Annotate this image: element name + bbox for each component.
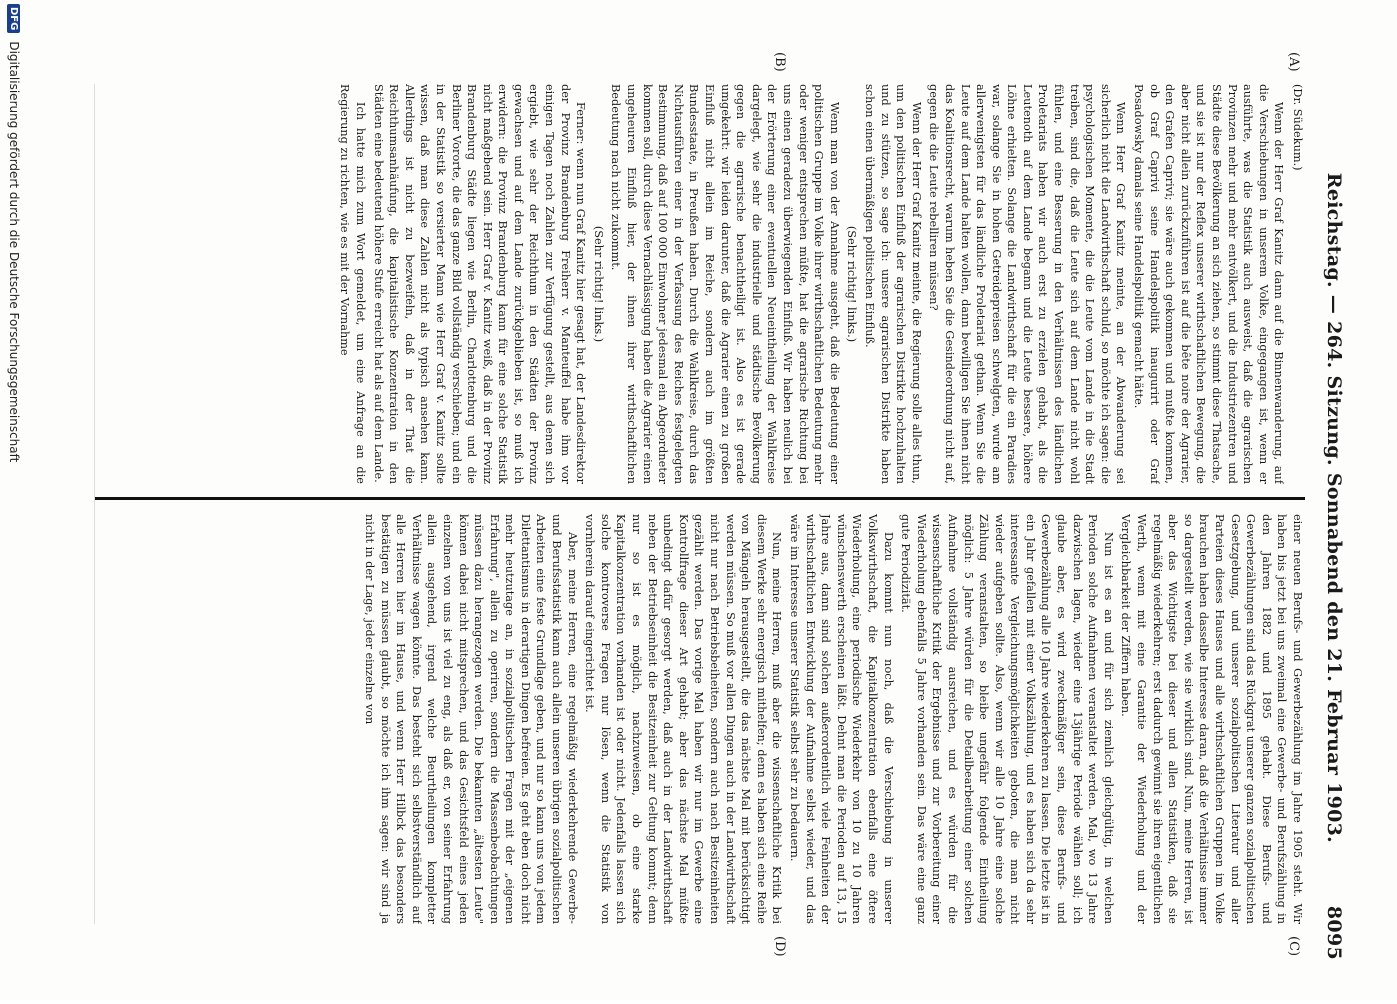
margin-mark-a: (A) [1286, 52, 1301, 72]
digitization-credit [3, 0, 25, 1004]
paragraph: Wenn man von der Annahme ausgeht, daß die Bedeutung einer politischen Gruppe im Volke ihrer wirthschaftlichen Bedeutung mehr oder weniger entsprechen müßte, hat die agrarische Richtung bei uns einen geradezu überwiegenden Einfluß. Wir haben neulich bei der Erörterung einer eventuellen Neueintheilung der Wahlkreise dargelegt, wie sehr die industrielle und städtische Bevölkerung gegen die agrarische benachtheiligt ist. Also es ist gerade umgekehrt: wir leiden darunter, daß die Agrarier einen zu großen Einfluß nicht allein im Reiche, sondern auch im größten Bundesstaate, in Preußen haben. Durch die Wahlkreise, durch das Nichtausführen einer in der Verfassung des Reiches festgelegten Bestimmung, daß auf 100 000 Einwohner jedesmal ein Abgeordneter kommen soll, durch diese Vernachlässigung haben die Agrarier einen ungeheuren Einfluß hier, der ihnen ihrer wirthschaftlichen Bedeutung nach nicht zukommt. [609, 84, 841, 484]
paragraph: einer neuen Berufs- und Gewerbezählung im Jahre 1905 steht. Wir haben bis jetzt bei uns zweimal eine Gewerbe- und Berufszählung in den Jahren 1882 und 1895 gehabt. Diese Berufs- und Gewerbezählungen sind das Rückgrat unserer ganzen sozialpolitischen Gesetzgebung, und unserer sozialpolitischen Literatur und aller Parteien dieses Hauses und alle wirthschaftlichen Gruppen im Volke brauchen haben dasselbe Interesse daran, daß die Verhältnisse immer so dargestellt werden, wie sie wirklich sind. Nun, meine Herren, ist aber das Wichtigste bei dieser und allen Statistiken, daß sie regelmäßig wiederkehren; erst dadurch gewinnt sie ihren eigentlichen Werth, wenn mit eine Garantie der Wiederholung und der Vergleichbarkeit der Ziffern haben. [1119, 514, 1304, 924]
dfg-logo: DFG [8, 4, 21, 33]
page-title: Reichstag. — 264. Sitzung. Sonnabend den 21. Februar 1903. [1323, 172, 1345, 844]
paragraph: Dazu kommt nun noch, daß die Verschiebung in unserer Volkswirthschaft, die Kapitalkonzentration ebenfalls eine öftere Wiederholung, eine periodische Wiederkehr von 10 zu 10 Jahren wünschenswerth erscheinen läßt. Dehnt man die Perioden auf 13, 15 Jahre aus, dann sind solchen außerordentlich viele Feinheiten der wirthschaftlichen Entwicklung der Aufnahme selbst wieder, und das wäre im Interesse unserer Statistik selbst sehr zu bedauern. [788, 514, 895, 924]
paragraph: Nun ist es an und für sich ziemlich gleichgültig, in welchen Perioden solche Aufnahmen veranstaltet werden. Mal, wo 13 Jahre dazwischen lagen, wieder eine 13jährige Periode wählen soll; ich glaube aber, es wird zweckmäßiger sein, diese Berufs- und Gewerbezählung alle 10 Jahre wiederkehren zu lassen. Die letzte ist in ein Jahr gefallen mit einer Volkszählung, und es haben sich da sehr interessante Vergleichungsmöglichkeiten geboten, die man nicht wieder aufgeben sollte. Also, wenn wir alle 10 Jahre eine solche Zählung veranstalten, so bleibe ungefähr folgende Eintheilung möglich: 5 Jahre würden für die Detailbearbeitung einer solchen Aufnahme vollständig ausreichen, und es würden für die wissenschaftliche Kritik der Ergebnisse und zur Vorbereitung einer Wiederholung ebenfalls 5 Jahre vorhanden sein. Das wäre eine ganz gute Periodizität. [899, 514, 1115, 924]
margin-mark-b: (B) [772, 52, 787, 72]
interjection: (Sehr richtig! links.) [591, 225, 605, 343]
interjection: (Sehr richtig! links.) [845, 225, 859, 343]
page-header [1315, 50, 1345, 960]
paragraph: Aber, meine Herren, eine regelmäßig wiederkehrende Gewerbe- und Berufsstatistik kann auch allein unseren übrigen sozialpolitischen Arbeiten eine feste Grundlage geben, und nur so kann uns von jedem Dilettantismus in derartigen Dingen befreien. Es geht eben doch nicht mehr heutzutage an, in sozialpolitischen Fragen mit der „eigenen Erfahrung", allein zu operiren, sondern die Massenbeobachtungen müssen dazu herangezogen werden. Die bekannten „ältesten Leute" können dabei nicht mitsprechen, und das Gesichtsfeld eines jeden einzelnen von uns ist viel zu eng, als daß er, von seiner Erfahrung allein ausgehend, irgend welche Beurtheilungen kompletter Verhältnisse wagen könnte. Das besteht sich selbstverständlich auf alle Herren hier im Hause, und wenn Herr Hilbck das besonders bestätigen zu müssen glaubt, so möchte ich ihm sagen: wir sind ja nicht in der Lage, jeder einzelne von [362, 514, 579, 924]
margin-mark-c: (C) [1286, 936, 1301, 957]
paragraph: Ferner: wenn nun Graf Kanitz hier gesagt hat, der Landesdirektor der Provinz Brandenburg Freiherr v. Manteuffel habe ihm vor einigen Tagen noch Zahlen zur Verfügung gestellt, aus denen sich ergiebt, wie sehr der Reichthum in den Städten der Provinz gewachsen und auf dem Lande zurückgeblieben ist, so muß ich erwidern: die Provinz Brandenburg kann für eine solche Statistik nicht maßgebend sein. Herr Graf v. Kanitz weiß, daß in der Provinz Brandenburg Städte liegen wie Berlin, Charlottenburg und die Berliner Vororte, die das ganze Bild vollständig verschieben; und ein in der Statistik so versierter Mann wie Herr Graf v. Kanitz sollte wissen, daß man diese Zahlen nicht als typisch ansehen kann. Allerdings ist nicht zu bezweifeln, daß in der That die Reichthumsanhäufung, die kapitalistische Konzentration in den Städten eine bedeutend höhere Stufe erreicht hat als auf dem Lande. [371, 84, 588, 484]
credit-text: Digitalisierung gefördert durch die Deutsche Forschungsgemeinschaft [7, 41, 21, 463]
paragraph: Wenn der Herr Graf Kanitz meinte, die Regierung solle alles thun, um den politischen Einfluß der agrarischen Distrikte hochzuhalten und zu stützen, so sage ich: unsere agrarischen Distrikte haben schon einen übermäßigen politischen Einfluß. [862, 84, 923, 484]
paragraph: Wenn der Herr Graf Kanitz dann auf die Binnenwanderung, auf die Verschiebungen in unserem Volke, eingegangen ist, wenn er ausführte, was die Statistik auch ausweist, daß die agrarischen Provinzen mehr und mehr entvölkert, und die Industriezentren und Städte diese Bevölkerung an sich ziehen, so stimmt diese Thatsache, und sie ist nur der Reflex unserer wirthschaftlichen Bewegung, die aber nicht allein zurückzuführen ist auf die bête noire der Agrarier, den Grafen Caprivi; sie wäre auch gekommen und mußte kommen, ob Graf Caprivi seine Handelspolitik inaugurirt oder Graf Posadowsky damals seine Handelspolitik gemacht hätte. [1132, 84, 1286, 484]
paragraph: Ich hatte mich zum Wort gemeldet, um eine Anfrage an die Regierung zu richten, wie es mit der Vornahme [338, 84, 367, 484]
column-divider [95, 497, 1305, 500]
right-column [95, 514, 1305, 924]
paragraph: Wenn Herr Graf Kanitz meinte, an der Abwanderung sei sicherlich nicht die Landwirthschaft schuld, so möchte ich sagen: die psychologischen Momente, die die Leute vom Lande in die Stadt treiben, sind die, daß die Leute sich auf dem Lande nicht wohl fühlen, und eine Besserung in den Verhältnissen des ländlichen Proletariats haben wir auch erst zu erzielen gehabt, als die Leutenoth auf dem Lande begann und die Leute bessere, höhere Löhne erhielten. Solange die Landwirthschaft für die ein Paradies war, solange Sie in hohen Getreidepreisen schwelgten, wurde am allerwenigsten für das ländliche Proletariat gethan. Wenn Sie die Leute auf dem Lande halten wollen, dann bewilligen Sie ihnen nicht das Koalitionsrecht, warum heben Sie die Gesindeordnung nicht auf, gegen die die Leute rebelliren müssen? [927, 84, 1128, 484]
paragraph: Nun, meine Herren, muß aber die wissenschaftliche Kritik bei diesem Werke sehr energisch mithelfen; denn es haben sich eine Reihe von Mängeln herausgestellt, die das nächste Mal mit berücksichtigt werden müssen. So muß vor allen Dingen auch in der Landwirthschaft nicht nur nach Betriebsbeiheiten, sondern auch nach Besitzeinheiten gezählt werden. Das vorige Mal haben wir nur im Gewerbe eine Kontrollfrage dieser Art gehabt; aber das nächste Mal müßte unbedingt dafür gesorgt werden, daß auch in der Landwirthschaft neben der Betriebseinheit die Besitzeinheit zur Geltung kommt; denn nur so ist es möglich, nachzuweisen, ob eine starke Kapitalkonzentration vorhanden ist oder nicht. Jedenfalls lassen sich solche kontroverse Fragen nur lösen, wenn die Statistik von vornherein darauf eingerichtet ist. [583, 514, 784, 924]
left-column [95, 84, 1305, 484]
margin-mark-d: (D) [772, 936, 787, 957]
bottom-rule [94, 84, 95, 924]
speaker-label: (Dr. Südekum.) [1291, 84, 1304, 171]
page-number: 8095 [1323, 905, 1345, 960]
